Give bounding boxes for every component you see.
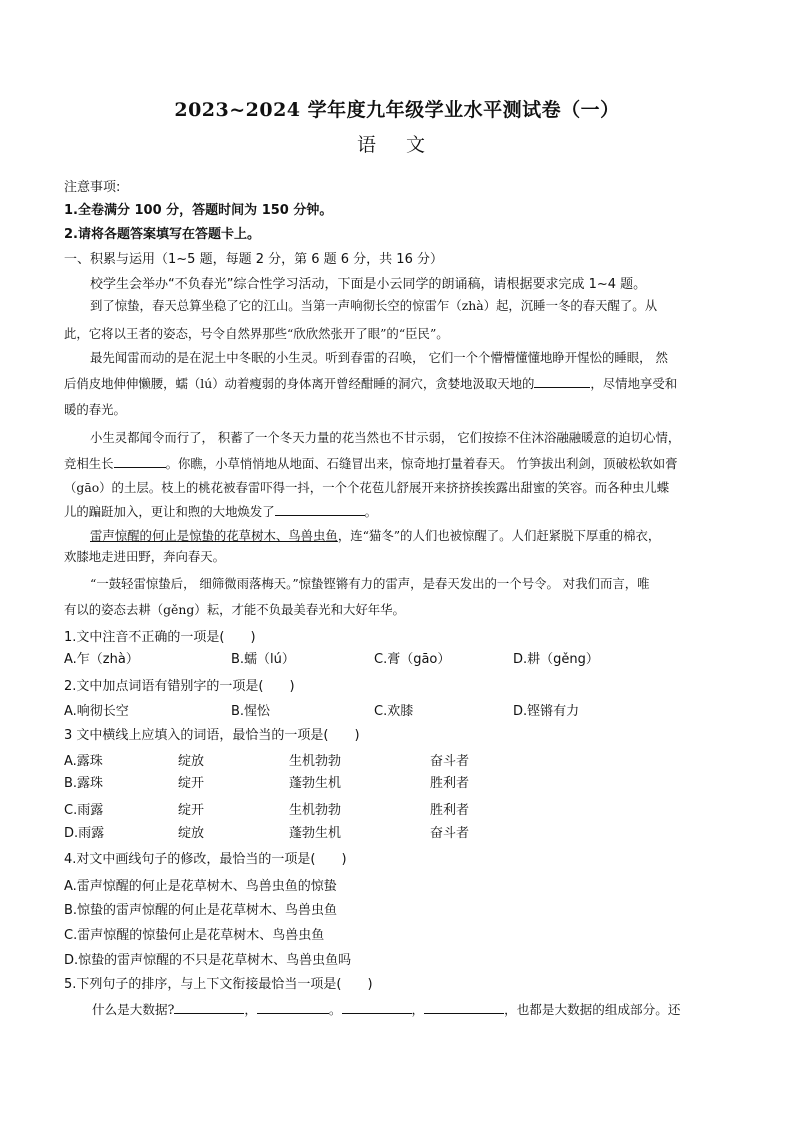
passage-line: 到了惊蛰，春天总算坐稳了它的江山。当第一声响彻长空的惊雷乍（zhà）起，沉睡一冬的春天醒了。从	[90, 298, 658, 313]
question-5-text: ，也都是大数据的组成部分。还	[504, 1002, 681, 1017]
question-5-text: 。	[328, 1002, 342, 1017]
question-2-option-c[interactable]: C.欢膝	[374, 704, 414, 719]
passage-line	[64, 374, 677, 392]
question-3-cell: 绽放	[178, 826, 205, 841]
question-4-option-a[interactable]: A.雷声惊醒的何止是花草树木、鸟兽虫鱼的惊蛰	[64, 879, 337, 894]
question-3-cell: 胜利者	[430, 776, 470, 791]
notes-heading: 注意事项:	[64, 180, 121, 195]
passage-line: “一鼓轻雷惊蛰后， 细筛微雨落梅天。”惊蛰铿锵有力的雷声，是春天发出的一个号令。 对我们而言，唯	[90, 576, 650, 591]
section-intro: 校学生会举办“不负春光”综合性学习活动，下面是小云同学的朗诵稿，请根据要求完成 1~4 题。	[90, 277, 647, 292]
question-3-cell: 生机勃勃	[289, 754, 342, 769]
question-3-option-b[interactable]: B.露珠	[64, 776, 104, 791]
question-5-blank-1[interactable]	[174, 1001, 244, 1014]
passage-line: 欢膝地走进田野，奔向春天。	[64, 549, 226, 564]
question-4-option-c[interactable]: C.雷声惊醒的惊蛰何止是花草树木、鸟兽虫鱼	[64, 928, 325, 943]
passage-line: 暖的春光。	[64, 402, 126, 417]
passage-line: 小生灵都闻令而行了， 积蓄了一个冬天力量的花当然也不甘示弱， 它们按捺不住沐浴融融暖意的迫切心情，	[90, 430, 681, 445]
question-2-option-d[interactable]: D.铿锵有力	[513, 704, 580, 719]
question-5-text: 什么是大数据?	[92, 1002, 175, 1017]
passage-line: 有以的姿态去耕（gěng）耘，才能不负最美春光和大好年华。	[64, 602, 405, 617]
passage-text: 竞相生长	[64, 456, 114, 471]
exam-title: 2023~2024 学年度九年级学业水平测试卷（一）	[174, 99, 620, 121]
section-heading-text: 一、积累与运用（1~5 题，每题 2 分，第 6 题 6 分，共 16 分）	[64, 252, 443, 267]
question-3-option-d[interactable]: D.雨露	[64, 826, 105, 841]
notes-item-2: 2.请将各题答案填写在答题卡上。	[64, 227, 260, 242]
passage-text: 。	[364, 504, 378, 519]
fill-blank-3	[275, 503, 365, 516]
question-3-cell: 绽开	[178, 803, 205, 818]
question-2-stem: 2.文中加点词语有错别字的一项是( )	[64, 679, 295, 694]
passage-line: （gāo）的土层。枝上的桃花被春雷吓得一抖，一个个花苞儿舒展开来挤挤挨挨露出甜蜜的笑容。而各种虫儿蝶	[64, 480, 670, 495]
question-3-cell: 绽开	[178, 776, 205, 791]
question-1-stem: 1.文中注音不正确的一项是( )	[64, 630, 256, 645]
question-3-option-c[interactable]: C.雨露	[64, 803, 104, 818]
passage-line	[64, 454, 678, 472]
question-3-cell: 奋斗者	[430, 826, 470, 841]
fill-blank-1	[534, 375, 590, 388]
question-5-text: ，	[244, 1002, 257, 1017]
question-3-cell: 绽放	[178, 754, 205, 769]
question-5-blank-4[interactable]	[424, 1001, 504, 1014]
question-1-option-d[interactable]: D.耕（gěng）	[513, 652, 599, 667]
notes-item-1: 1.全卷满分 100 分，答题时间为 150 分钟。	[64, 203, 333, 218]
question-5-stem: 5.下列句子的排序，与上下文衔接最恰当一项是( )	[64, 977, 373, 992]
underlined-sentence: 雷声惊醒的何止是惊蛰的花草树木、鸟兽虫鱼	[90, 528, 338, 543]
passage-text: ，连“猫冬”的人们也被惊醒了。人们赶紧脱下厚重的棉衣，	[337, 528, 661, 543]
question-3-cell: 蓬勃生机	[289, 826, 342, 841]
question-4-option-d[interactable]: D.惊蛰的雷声惊醒的不只是花草树木、鸟兽虫鱼吗	[64, 953, 352, 968]
question-3-cell: 胜利者	[430, 803, 470, 818]
passage-line: 最先闻雷而动的是在泥土中冬眠的小生灵。听到春雷的召唤， 它们一个个懵懵懂懂地睁开惺忪的睡眼， 然	[90, 350, 668, 365]
passage-line	[90, 526, 660, 544]
question-3-option-a[interactable]: A.露珠	[64, 754, 103, 769]
question-5-text: ，	[411, 1002, 425, 1017]
fill-blank-2	[114, 455, 166, 468]
question-5-blank-3[interactable]	[342, 1001, 412, 1014]
question-4-option-b[interactable]: B.惊蛰的雷声惊醒的何止是花草树木、鸟兽虫鱼	[64, 903, 338, 918]
question-3-cell: 生机勃勃	[289, 803, 342, 818]
passage-text: ，尽情地享受和	[590, 376, 678, 391]
question-3-cell: 奋斗者	[430, 754, 470, 769]
section-heading	[64, 248, 443, 267]
subject-title: 语 文	[356, 134, 438, 156]
passage-text: 后俏皮地伸伸懒腰，蠕（lú）动着瘦弱的身体离开曾经酣睡的洞穴，贪婪地汲取天地的	[64, 376, 535, 391]
question-1-option-c[interactable]: C.膏（gāo）	[374, 652, 451, 667]
question-2-option-a[interactable]: A.响彻长空	[64, 704, 129, 719]
passage-text: 儿的蹁跹加入，更让和煦的大地焕发了	[64, 504, 275, 519]
passage-text: 。你瞧，小草悄悄地从地面、石缝冒出来，惊奇地打量着春天。 竹笋拔出利剑，顶破松软如膏	[165, 456, 678, 471]
question-5-passage-line	[92, 999, 680, 1018]
question-3-stem: 3 文中横线上应填入的词语，最恰当的一项是( )	[64, 728, 360, 743]
question-4-stem: 4.对文中画线句子的修改，最恰当的一项是( )	[64, 852, 347, 867]
question-3-cell: 蓬勃生机	[289, 776, 342, 791]
question-5-blank-2[interactable]	[257, 1001, 329, 1014]
question-1-option-a[interactable]: A.乍（zhà）	[64, 652, 139, 667]
question-2-option-b[interactable]: B.惺忪	[231, 704, 271, 719]
passage-line: 此，它将以王者的姿态，号令自然界那些“欣欣然张开了眼”的“臣民”。	[64, 326, 449, 341]
question-1-option-b[interactable]: B.蠕（lú）	[231, 652, 295, 667]
passage-line	[64, 502, 377, 520]
